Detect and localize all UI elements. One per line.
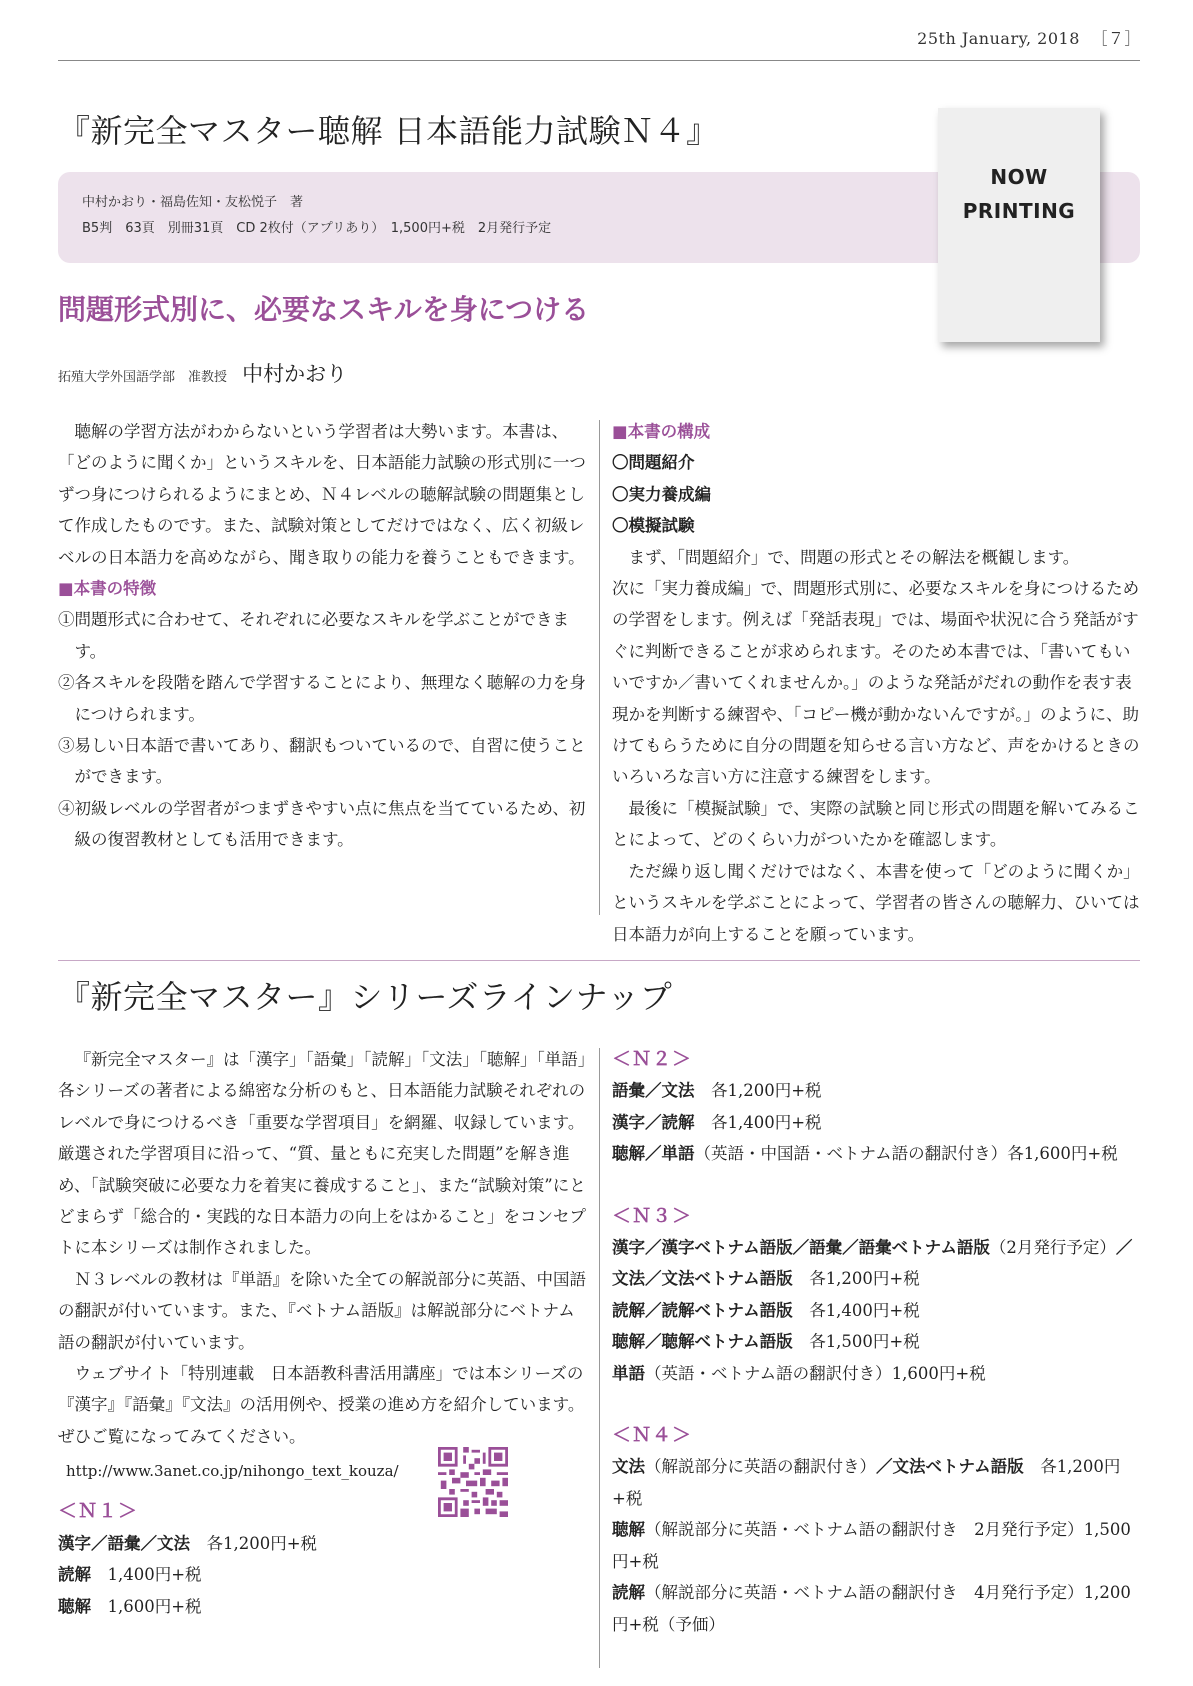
product-name: 聴解 bbox=[58, 1596, 91, 1616]
product-name: 読解／読解ベトナム語版 bbox=[612, 1300, 793, 1320]
level-label-n3: ＜Ｎ３＞ bbox=[612, 1204, 693, 1227]
level-label-n2: ＜Ｎ２＞ bbox=[612, 1048, 693, 1070]
product-name: 読解 bbox=[58, 1565, 91, 1585]
product-row bbox=[612, 1577, 1142, 1640]
level-label-n4: ＜Ｎ４＞ bbox=[612, 1424, 693, 1447]
product-note: （解説部分に英語・ベトナム語の翻訳付き 2月発行予定） bbox=[645, 1520, 1084, 1540]
feature-item: ①問題形式に合わせて、それぞれに必要なスキルを学ぶことができます。 bbox=[58, 610, 570, 661]
product-price: 各1,600円+税 bbox=[1007, 1144, 1118, 1164]
series-paragraph: 『新完全マスター』は「漢字」「語彙」「読解」「文法」「聴解」「単語」各シリーズの著者による綿密な分析のもと、日本語能力試験それぞれのレベルで身につけるべき「重要な学習項目」を網羅、収録しています。厳選された学習項目に沿って、“質、量ともに充実した問題”を解き進め、「試験突破に必要な力を着実に養成すること」、また“試験対策”にとどまらず「総合的・実践的な日本語力の向上をはかること」をコンセプトに本シリーズは制作されました。 bbox=[58, 1050, 586, 1258]
product-name: 聴解／聴解ベトナム語版 bbox=[612, 1332, 793, 1352]
product-price: 各1,400円+税 bbox=[792, 1300, 920, 1320]
product-name: 読解 bbox=[612, 1583, 645, 1603]
series-right-column bbox=[612, 1044, 1142, 1640]
product-price: 各1,200円+税 bbox=[792, 1269, 920, 1289]
product-row bbox=[612, 1075, 1142, 1106]
article-paragraph: 最後に「模擬試験」で、実際の試験と同じ形式の問題を解いてみることによって、どのくらい力がついたかを確認します。 bbox=[612, 798, 1140, 850]
product-price: 1,500円+税 bbox=[612, 1520, 1131, 1571]
product-price: 1,200円+税（予価） bbox=[612, 1583, 1131, 1634]
product-price: 各1,200円+税 bbox=[612, 1457, 1121, 1508]
product-name: 漢字／語彙／文法 bbox=[58, 1533, 190, 1553]
product-row bbox=[612, 1295, 1142, 1326]
article-intro: 聴解の学習方法がわからないという学習者は大勢います。本書は、「どのように聞くか」というスキルを、日本語能力試験の形式別に一つずつ身につけられるようにまとめ、Ｎ４レベルの聴解試験の問題集として作成したものです。また、試験対策としてだけではなく、広く初級レベルの日本語力を高めながら、聞き取りの能力を養うこともできます。 bbox=[58, 422, 586, 567]
now-printing-line1: NOW bbox=[990, 165, 1048, 189]
product-name: 聴解／単語 bbox=[612, 1144, 695, 1164]
product-note: （解説部分に英語・ベトナム語の翻訳付き 4月発行予定） bbox=[645, 1583, 1084, 1603]
product-row bbox=[58, 1591, 588, 1622]
structure-item: 〇問題紹介 bbox=[612, 453, 695, 473]
article-right-column bbox=[612, 416, 1142, 950]
now-printing-cover bbox=[938, 108, 1100, 342]
series-paragraph: Ｎ３レベルの教材は『単語』を除いた全ての解説部分に英語、中国語の翻訳が付いています。また、『ベトナム語版』は解説部分にベトナム語の翻訳が付いています。 bbox=[58, 1269, 586, 1352]
product-name: 単語 bbox=[612, 1363, 645, 1383]
product-name: ／文法ベトナム語版 bbox=[876, 1457, 1024, 1477]
structure-heading: ■本書の構成 bbox=[612, 422, 711, 441]
product-price: 各1,400円+税 bbox=[694, 1112, 822, 1132]
product-name: 漢字／漢字ベトナム語版／語彙／語彙ベトナム語版 bbox=[612, 1238, 990, 1258]
structure-item: 〇模擬試験 bbox=[612, 516, 695, 536]
product-price: 各1,500円+税 bbox=[792, 1332, 920, 1352]
structure-item: 〇実力養成編 bbox=[612, 484, 711, 504]
article-paragraph: ただ繰り返し聞くだけではなく、本書を使って「どのように聞くか」というスキルを学ぶことによって、学習者の皆さんの聴解力、ひいては日本語力が向上することを願っています。 bbox=[612, 861, 1140, 944]
product-price: 1,600円+税 bbox=[891, 1363, 986, 1383]
product-name: 漢字／読解 bbox=[612, 1112, 695, 1132]
product-row bbox=[58, 1559, 588, 1590]
author-affiliation: 拓殖大学外国語学部 准教授 bbox=[58, 370, 228, 385]
product-row bbox=[612, 1138, 1142, 1169]
feature-item: ④初級レベルの学習者がつまずきやすい点に焦点を当てているため、初級の復習教材としても活用できます。 bbox=[58, 798, 586, 850]
series-title: 『新完全マスター』シリーズラインナップ bbox=[58, 978, 673, 1016]
level-label-n1: ＜Ｎ１＞ bbox=[58, 1500, 139, 1523]
article-left-column bbox=[58, 416, 588, 856]
now-printing-line2: PRINTING bbox=[962, 199, 1076, 223]
book-authors: 中村かおり・福島佐知・友松悦子 著 bbox=[82, 195, 304, 210]
features-heading: ■本書の特徴 bbox=[58, 579, 157, 599]
article-author bbox=[58, 358, 347, 388]
page-number: ［７］ bbox=[1091, 29, 1141, 48]
header-rule bbox=[58, 60, 1140, 61]
product-name: 語彙／文法 bbox=[612, 1081, 695, 1101]
product-row bbox=[612, 1326, 1142, 1357]
series-left-column bbox=[58, 1044, 588, 1622]
column-divider bbox=[599, 420, 600, 915]
product-note: （英語・中国語・ベトナム語の翻訳付き） bbox=[694, 1144, 1008, 1164]
product-name: 文法 bbox=[612, 1457, 645, 1477]
product-price: 各1,200円+税 bbox=[190, 1533, 318, 1553]
feature-item: ②各スキルを段階を踏んで学習することにより、無理なく聴解の力を身につけられます。 bbox=[58, 673, 586, 724]
product-note: （解説部分に英語の翻訳付き） bbox=[645, 1457, 876, 1477]
book-title: 『新完全マスター聴解 日本語能力試験Ｎ４』 bbox=[58, 112, 719, 150]
article-paragraph: まず、「問題紹介」で、問題の形式とその解法を概観します。 bbox=[628, 547, 1080, 567]
product-name: 聴解 bbox=[612, 1520, 645, 1540]
author-name: 中村かおり bbox=[242, 362, 348, 386]
article-paragraph: 次に「実力養成編」で、問題形式別に、必要なスキルを身につけるための学習をします。例えば「発話表現」では、場面や状況に合う発話がすぐに判断できることが求められます。そのため本書では、「書いてもいいですか／書いてくれませんか。」のような発話がだれの動作を表す表現かを判断する練習や、「コピー機が動かないんですが。」のように、助けてもらうために自分の問題を知らせる言い方など、声をかけるときのいろいろな言い方に注意する練習をします。 bbox=[612, 579, 1140, 787]
product-note: （英語・ベトナム語の翻訳付き） bbox=[645, 1363, 892, 1383]
product-row bbox=[612, 1232, 1142, 1295]
product-price: 1,400円+税 bbox=[91, 1565, 202, 1585]
product-row bbox=[612, 1451, 1142, 1514]
product-row bbox=[58, 1528, 588, 1559]
column-divider bbox=[599, 1048, 600, 1668]
product-row bbox=[612, 1358, 1142, 1389]
product-row bbox=[612, 1107, 1142, 1138]
product-price: 1,600円+税 bbox=[91, 1596, 202, 1616]
page-header bbox=[917, 26, 1141, 49]
product-name: ／文法／文法ベトナム語版 bbox=[612, 1238, 1133, 1289]
qr-code-icon bbox=[438, 1447, 508, 1517]
feature-item: ③易しい日本語で書いてあり、翻訳もついているので、自習に使うことができます。 bbox=[58, 736, 586, 787]
book-details: B5判 63頁 別冊31頁 CD 2枚付（アプリあり） 1,500円+税 2月発行予定 bbox=[82, 221, 552, 236]
issue-date: 25th January, 2018 bbox=[917, 29, 1080, 48]
product-price: 各1,200円+税 bbox=[694, 1081, 822, 1101]
product-row bbox=[612, 1514, 1142, 1577]
product-note: （2月発行予定） bbox=[989, 1238, 1116, 1258]
website-url[interactable]: http://www.3anet.co.jp/nihongo_text_kouza/ bbox=[66, 1462, 399, 1481]
series-paragraph: ウェブサイト「特別連載 日本語教科書活用講座」では本シリーズの『漢字』『語彙』『文法』の活用例や、授業の進め方を紹介しています。ぜひご覧になってみてください。 bbox=[58, 1364, 585, 1446]
article-subtitle: 問題形式別に、必要なスキルを身につける bbox=[58, 293, 590, 326]
section-divider bbox=[58, 960, 1140, 961]
